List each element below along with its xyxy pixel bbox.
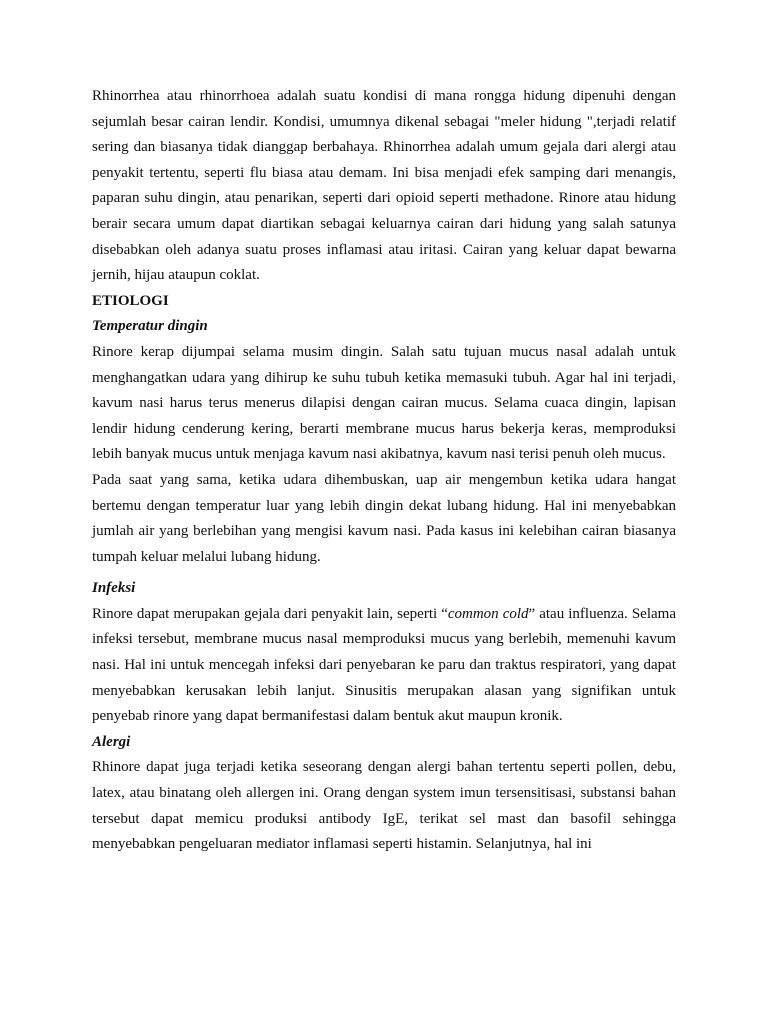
document-page (92, 84, 676, 858)
intro-paragraph: Rhinorrhea atau rhinorrhoea adalah suatu kondisi di mana rongga hidung dipenuhi dengan sejumlah besar cairan lendir. Kondisi, umumnya dikenal sebagai "meler hidung ",terjadi relatif sering dan biasanya tidak dianggap berbahaya. Rhinorrhea adalah umum gejala dari alergi atau penyakit tertentu, seperti flu biasa atau demam. Ini bisa menjadi efek samping dari menangis, paparan suhu dingin, atau penarikan, seperti dari opioid seperti methadone. Rinore atau hidung berair secara umum dapat diartikan sebagai keluarnya cairan dari hidung yang salah satunya disebabkan oleh adanya suatu proses inflamasi atau iritasi. Cairan yang keluar dapat bewarna jernih, hijau ataupun coklat. (92, 88, 676, 284)
infeksi-rest-text: ” atau influenza. Selama infeksi tersebut, membrane mucus nasal memproduksi mucus yang berlebih, memenuhi kavum nasi. Hal ini untuk mencegah infeksi dari penyebaran ke paru dan traktus respiratori, yang dapat menyebabkan kerusakan lebih lanjut. Sinusitis merupakan alasan yang signifikan untuk penyebab rinore yang dapat bermanifestasi dalam bentuk akut maupun kronik. (92, 605, 676, 725)
section-heading-etiologi: ETIOLOGI (92, 292, 169, 309)
subheading-alergi: Alergi (92, 733, 131, 750)
infeksi-term-common-cold: common cold (447, 605, 529, 622)
infeksi-paragraph (92, 602, 676, 730)
temperatur-paragraph-2: Pada saat yang sama, ketika udara dihembuskan, uap air mengembun ketika udara hangat bertemu dengan temperatur luar yang lebih dingin dekat lubang hidung. Hal ini menyebabkan jumlah air yang berlebihan yang mengisi kavum nasi. Pada kasus ini kelebihan cairan biasanya tumpah keluar melalui lubang hidung. (92, 471, 676, 565)
infeksi-lead-text: Rinore dapat merupakan gejala dari penyakit lain, seperti “ (92, 605, 448, 622)
temperatur-paragraph-1: Rinore kerap dijumpai selama musim dingin. Salah satu tujuan mucus nasal adalah untuk menghangatkan udara yang dihirup ke suhu tubuh ketika memasuki tubuh. Agar hal ini terjadi, kavum nasi harus terus menerus dilapisi dengan cairan mucus. Selama cuaca dingin, lapisan lendir hidung cenderung kering, berarti membrane mucus harus bekerja keras, memproduksi lebih banyak mucus untuk menjaga kavum nasi akibatnya, kavum nasi terisi penuh oleh mucus. (92, 343, 676, 463)
subheading-temperatur-dingin: Temperatur dingin (92, 318, 208, 335)
subheading-infeksi: Infeksi (92, 580, 136, 597)
alergi-paragraph: Rhinore dapat juga terjadi ketika seseorang dengan alergi bahan tertentu seperti pollen, debu, latex, atau binatang oleh allergen ini. Orang dengan system imun tersensitisasi, substansi bahan tersebut dapat memicu produksi antibody IgE, terikat sel mast dan basofil sehingga menyebabkan pengeluaran mediator inflamasi seperti histamin. Selanjutnya, hal ini (92, 759, 676, 853)
